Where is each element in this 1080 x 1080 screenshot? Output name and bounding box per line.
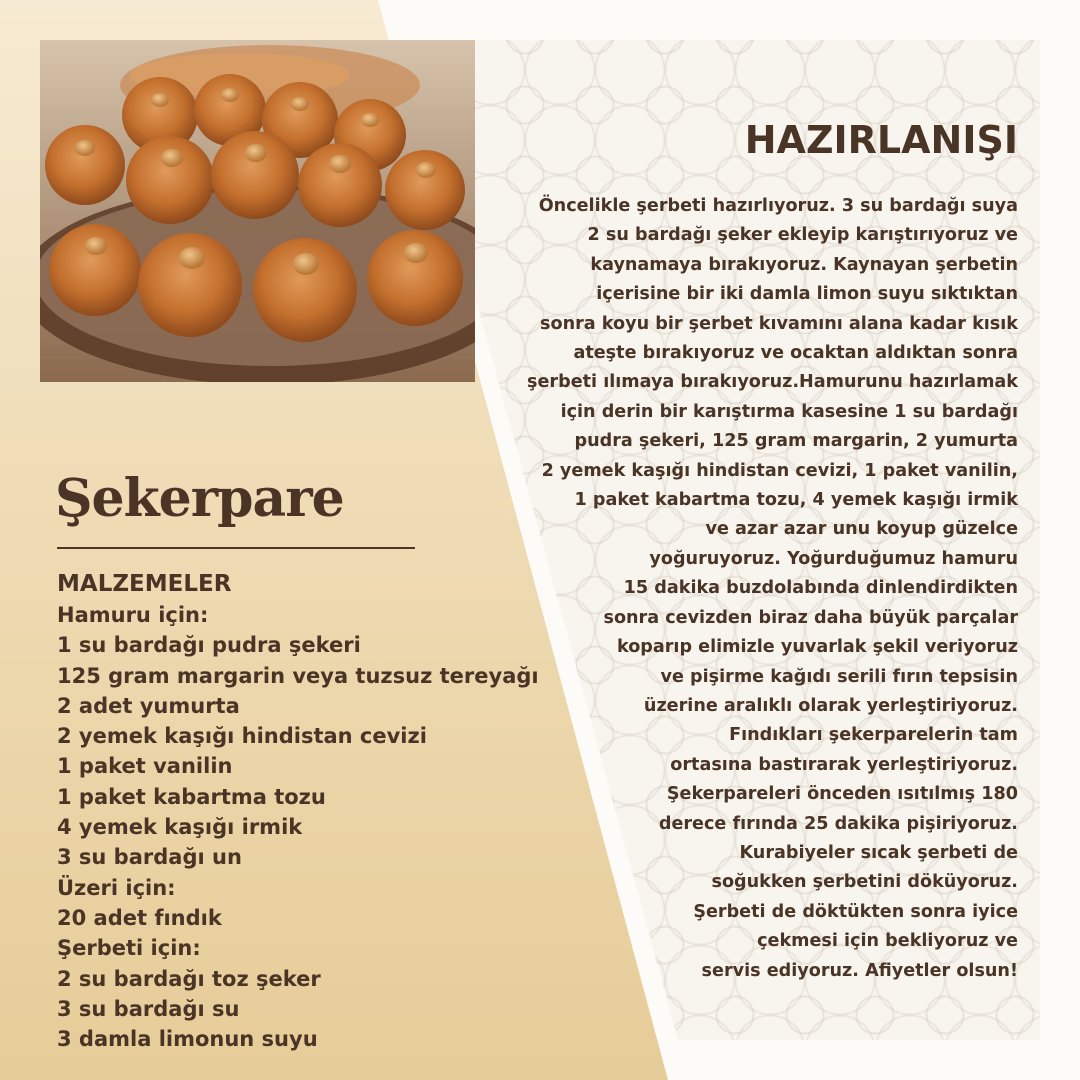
preparation-heading: HAZIRLANIŞI: [744, 118, 1018, 162]
ingredient-line: 2 su bardağı toz şeker: [57, 966, 321, 991]
ingredients-section: [57, 570, 539, 1054]
preparation-line: 15 dakika buzdolabında dinlendirdikten: [623, 578, 1018, 599]
preparation-line: ve pişirme kağıdı serili fırın tepsisin: [660, 666, 1018, 687]
ingredient-line: 2 adet yumurta: [57, 693, 240, 718]
ingredient-line: Üzeri için:: [57, 875, 176, 900]
ingredient-line: 1 paket kabartma tozu: [57, 784, 326, 809]
ingredients-heading: MALZEMELER: [57, 571, 232, 597]
ingredient-line: Hamuru için:: [57, 603, 209, 627]
preparation-line: derece fırında 25 dakika pişiriyoruz.: [658, 813, 1018, 834]
preparation-text: [527, 192, 1018, 986]
preparation-line: sonra cevizden biraz daha büyük parçalar: [603, 607, 1018, 628]
preparation-line: Öncelikle şerbeti hazırlıyoruz. 3 su bardağı suya: [538, 196, 1018, 216]
title-divider: [57, 547, 415, 549]
ingredient-line: 3 su bardağı su: [57, 996, 240, 1021]
preparation-line: içerisine bir iki damla limon suyu sıktıktan: [596, 284, 1018, 305]
preparation-line: ortasına bastırarak yerleştiriyoruz.: [670, 754, 1018, 775]
ingredient-line: 1 paket vanilin: [57, 754, 233, 779]
preparation-line: çekmesi için bekliyoruz ve: [757, 931, 1018, 952]
preparation-line: koparıp elimizle yuvarlak şekil veriyoruz: [616, 637, 1018, 658]
preparation-line: servis ediyoruz. Afiyetler olsun!: [701, 960, 1018, 981]
preparation-line: Fındıkları şekerparelerin tam: [729, 725, 1018, 746]
ingredient-line: 125 gram margarin veya tuzsuz tereyağı: [57, 663, 539, 688]
preparation-line: yoğuruyoruz. Yoğurduğumuz hamuru: [649, 548, 1018, 569]
preparation-line: 1 paket kabartma tozu, 4 yemek kaşığı irmik: [574, 490, 1018, 511]
preparation-line: pudra şekeri, 125 gram margarin, 2 yumurta: [574, 431, 1018, 452]
preparation-line: 2 su bardağı şeker ekleyip karıştırıyoruz ve: [587, 225, 1018, 246]
preparation-line: kaynamaya bırakıyoruz. Kaynayan şerbetin: [590, 254, 1018, 275]
ingredient-line: 3 su bardağı un: [57, 845, 242, 870]
cookie-plate-image: [40, 40, 475, 382]
preparation-line: için derin bir karıştırma kasesine 1 su bardağı: [560, 401, 1018, 422]
preparation-line: ateşte bırakıyoruz ve ocaktan aldıktan sonra: [573, 343, 1018, 364]
ingredient-line: 2 yemek kaşığı hindistan cevizi: [57, 724, 427, 749]
recipe-title: Şekerpare: [55, 468, 344, 529]
sekerpare-photo: [40, 40, 475, 382]
ingredient-line: 20 adet fındık: [57, 905, 222, 930]
preparation-line: 2 yemek kaşığı hindistan cevizi, 1 paket vanilin,: [541, 460, 1018, 481]
preparation-line: soğukken şerbetini döküyoruz.: [711, 872, 1018, 893]
preparation-line: Kurabiyeler sıcak şerbeti de: [739, 842, 1018, 863]
ingredient-line: 3 damla limonun suyu: [57, 1027, 318, 1052]
preparation-line: şerbeti ılımaya bırakıyoruz.Hamurunu hazırlamak: [527, 372, 1018, 393]
preparation-line: üzerine aralıklı olarak yerleştiriyoruz.: [643, 695, 1018, 716]
preparation-line: Şerbeti de döktükten sonra iyice: [693, 901, 1018, 922]
ingredient-line: 1 su bardağı pudra şekeri: [57, 633, 361, 658]
preparation-line: sonra koyu bir şerbet kıvamını alana kadar kısık: [540, 313, 1018, 334]
preparation-line: ve azar azar unu koyup güzelce: [705, 519, 1018, 540]
preparation-line: Şekerpareleri önceden ısıtılmış 180: [666, 784, 1018, 805]
ingredient-line: Şerbeti için:: [57, 936, 201, 961]
ingredients-list: [57, 600, 539, 1054]
ingredient-line: 4 yemek kaşığı irmik: [57, 815, 303, 840]
